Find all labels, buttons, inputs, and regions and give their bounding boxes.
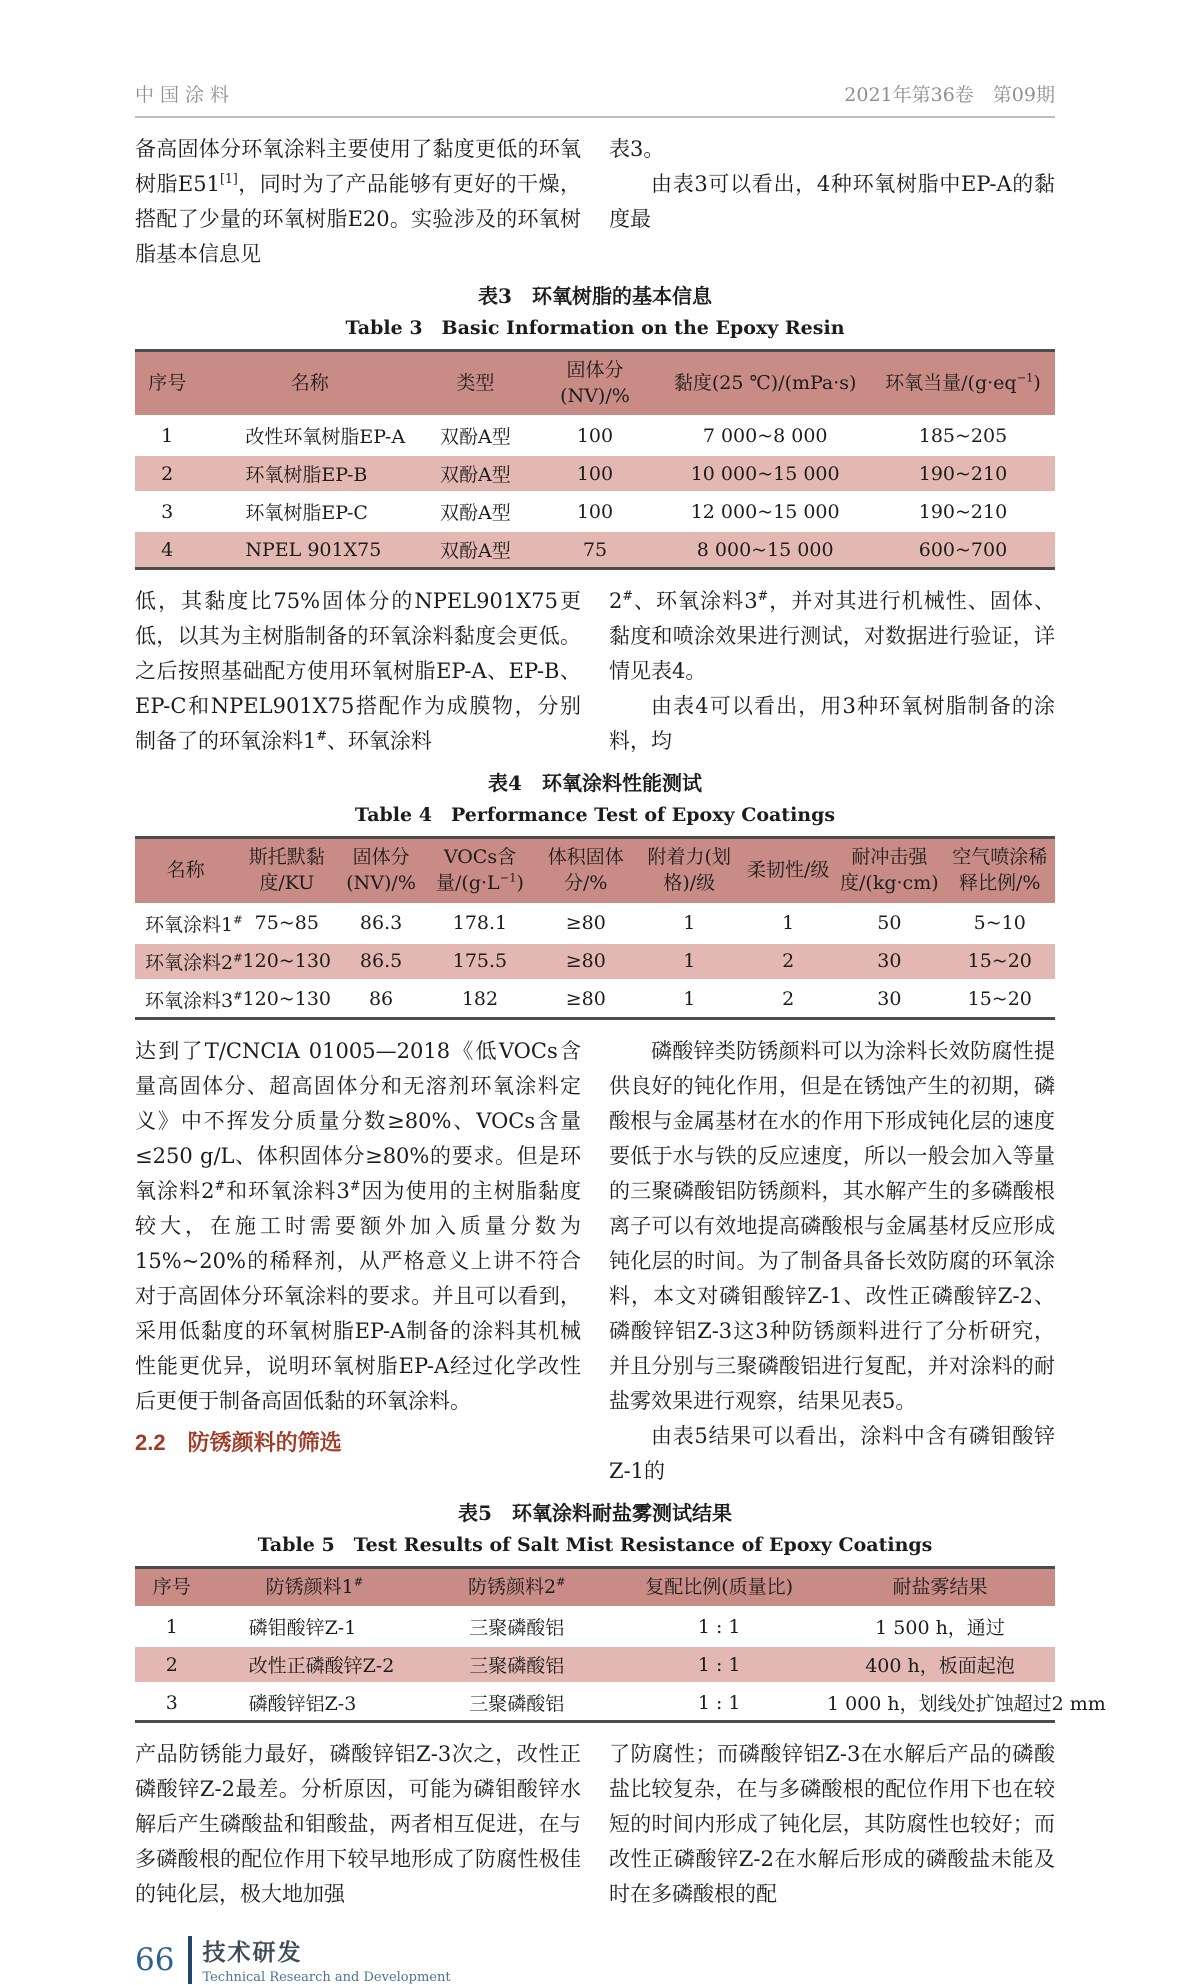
table-row xyxy=(135,1684,1055,1722)
table-cell: 三聚磷酸铝 xyxy=(420,1646,613,1684)
table-cell: 双酚A型 xyxy=(420,455,530,493)
superscript: # xyxy=(316,728,327,744)
column-header: 体积固体分/% xyxy=(535,838,636,904)
table-cell: 双酚A型 xyxy=(420,531,530,569)
column-header: 环氧当量$/(g\cdot eq^{-1})$ xyxy=(871,351,1055,417)
table-cell: 75~85 xyxy=(236,904,337,942)
column-header: 附着力(划格)/级 xyxy=(636,838,742,904)
paragraph: 2#、环氧涂料3#，并对其进行机械性、固体、黏度和喷涂效果进行测试，对数据进行验证，详情见表4。 xyxy=(609,588,1055,684)
table-cell: 1 000 h，划线处扩蚀超过2 mm xyxy=(826,1693,1106,1716)
table-cell: 30 xyxy=(877,988,902,1011)
right-column xyxy=(609,1737,1055,1912)
table5-title-en: Table 5 Test Results of Salt Mist Resistance of Epoxy Coatings xyxy=(257,1533,933,1556)
table-cell: 5~10 xyxy=(945,904,1055,942)
table-cell: 120~130 xyxy=(242,988,331,1011)
table-cell: 178.1 xyxy=(425,904,535,942)
table-cell: 1 xyxy=(135,417,199,455)
table-cell: 15~20 xyxy=(967,988,1032,1011)
column-header: 斯托默黏度/KU xyxy=(236,838,337,904)
column-header: 名称 xyxy=(135,838,236,904)
table-row xyxy=(135,942,1055,980)
table-cell: 100 xyxy=(531,493,660,531)
table-cell: 磷钼酸锌Z-1 xyxy=(209,1608,421,1646)
table-cell: 50 xyxy=(834,904,944,942)
table-cell: ≥80 xyxy=(535,942,636,980)
column-header: 序号 xyxy=(135,1567,209,1608)
table-row xyxy=(135,493,1055,531)
table-cell: 2 xyxy=(135,455,199,493)
superscript: # xyxy=(353,1574,364,1589)
table-cell: 185~205 xyxy=(871,417,1055,455)
table-cell: 双酚A型 xyxy=(420,417,530,455)
section-heading-2-2: 2.2 防锈颜料的筛选 xyxy=(135,1429,342,1455)
table-cell: 2 xyxy=(782,988,795,1011)
right-column xyxy=(609,132,1055,272)
column-header: 耐冲击强度/(kg·cm) xyxy=(834,838,944,904)
table-cell: 1 500 h，通过 xyxy=(825,1608,1055,1646)
paragraph: 磷酸锌类防锈颜料可以为涂料长效防腐性提供良好的钝化作用，但是在锈蚀产生的初期，磷酸根与金属基材在水的作用下形成钝化层的速度要低于水与铁的反应速度，所以一般会加入等量的三聚磷酸铝防锈颜料，其水解产生的多磷酸根离子可以有效地提高磷酸根与金属基材反应形成钝化层的时间。为了制备具备长效防腐的环氧涂料，本文对磷钼酸锌Z-1、改性正磷酸锌Z-2、磷酸锌铝Z-3这3种防锈颜料进行了分析研究，并且分别与三聚磷酸铝进行复配，并对涂料的耐盐雾效果进行观察，结果见表5。 xyxy=(609,1038,1055,1413)
page-footer xyxy=(135,1934,1055,1985)
table4-title-cn: 表4 环氧涂料性能测试 xyxy=(488,771,702,796)
coating-performance-table xyxy=(135,836,1055,1019)
issue-info: 2021年第36卷 第09期 xyxy=(844,84,1055,106)
table-cell: 2 xyxy=(135,1646,209,1684)
journal-name: 中国涂料 xyxy=(135,84,236,106)
paragraph: 由表5结果可以看出，涂料中含有磷钼酸锌Z-1的 xyxy=(609,1423,1055,1483)
table-row xyxy=(135,980,1055,1018)
table-header-row xyxy=(135,351,1055,417)
epoxy-resin-info-table xyxy=(135,349,1055,570)
column-header: 名称 xyxy=(199,351,420,417)
table-cell: 86.5 xyxy=(337,942,424,980)
table-row xyxy=(135,904,1055,942)
table-row xyxy=(135,531,1055,569)
table-cell: 环氧涂料2# xyxy=(135,942,236,980)
table-header-row xyxy=(135,838,1055,904)
table-cell: ≥80 xyxy=(535,904,636,942)
column-header: 空气喷涂稀释比例/% xyxy=(945,838,1055,904)
table-cell: ≥80 xyxy=(565,988,606,1011)
table5-title-cn: 表5 环氧涂料耐盐雾测试结果 xyxy=(458,1500,732,1525)
left-column xyxy=(135,1034,581,1489)
table-cell: 三聚磷酸铝 xyxy=(420,1608,613,1646)
footer-section-cn: 技术研发 xyxy=(202,1939,303,1966)
superscript: # xyxy=(757,588,769,604)
paragraph: 低，其黏度比75%固体分的NPEL901X75更低，以其为主树脂制备的环氧涂料黏度会更低。之后按照基础配方使用环氧树脂EP-A、EP-B、EP-C和NPEL901X75搭配作为成膜物，分别制备了的环氧涂料1#、环氧涂料 xyxy=(135,589,581,754)
table-cell: 7 000~8 000 xyxy=(659,417,871,455)
table-cell: 12 000~15 000 xyxy=(659,493,871,531)
column-header: 防锈颜料1# xyxy=(209,1567,421,1608)
column-header: 耐盐雾结果 xyxy=(825,1567,1055,1608)
superscript: # xyxy=(556,1574,566,1589)
table-cell: 100 xyxy=(531,417,660,455)
table-cell: 175.5 xyxy=(425,942,535,980)
superscript: [1] xyxy=(219,171,238,186)
column-header: 复配比例(质量比) xyxy=(613,1567,825,1608)
table-header-row xyxy=(135,1567,1055,1608)
table-cell: 改性正磷酸锌Z-2 xyxy=(209,1646,421,1684)
table-cell: 改性环氧树脂EP-A xyxy=(199,417,420,455)
page-number: 66 xyxy=(135,1941,175,1978)
table-cell: 86 xyxy=(368,988,394,1011)
superscript: # xyxy=(349,1177,361,1193)
table3-title-cn: 表3 环氧树脂的基本信息 xyxy=(478,284,712,308)
table-cell: 10 000~15 000 xyxy=(659,455,871,493)
table-cell: 182 xyxy=(461,988,499,1011)
superscript: # xyxy=(622,588,633,604)
table-cell: 1 xyxy=(636,904,742,942)
table-cell: 190~210 xyxy=(871,455,1055,493)
paragraph: 由表4可以看出，用3种环氧树脂制备的涂料，均 xyxy=(609,694,1055,754)
paragraph: 达到了T/CNCIA 01005—2018《低VOCs含量高固体分、超高固体分和无溶剂环氧涂料定义》中不挥发分质量分数≥80%、VOCs含量≤250 g/L、体积固体分≥80%的要求。但是环氧涂料2#和环氧涂料3#因为使用的主树脂黏度较大，在施工时需要额外加入质量分数为15%~20%的稀释剂，从严格意义上讲不符合对于高固体分环氧涂料的要求。并且可以看到，采用低黏度的环氧树脂EP-A制备的涂料其机械性能更优异，说明环氧树脂EP-A经过化学改性后更便于制备高固低黏的环氧涂料。 xyxy=(135,1038,581,1413)
table-cell: 1 xyxy=(683,988,696,1011)
table-cell: 8 000~15 000 xyxy=(659,531,871,569)
text-block-bottom xyxy=(135,1737,1055,1912)
column-header: 固体分(NV)/% xyxy=(531,351,660,417)
column-header: 防锈颜料2# xyxy=(420,1567,613,1608)
table-cell: 75 xyxy=(531,531,660,569)
table-cell: 1 xyxy=(636,942,742,980)
table-cell: 双酚A型 xyxy=(420,493,530,531)
footer-section xyxy=(202,1934,450,1985)
text-block-mid xyxy=(135,584,1055,759)
text-block-section xyxy=(135,1034,1055,1489)
superscript: −1 xyxy=(499,870,517,885)
footer-section-en: Technical Research and Development xyxy=(202,1970,451,1985)
column-header: 固体分(NV)/% xyxy=(337,838,424,904)
table-cell: 1 xyxy=(742,904,834,942)
salt-mist-results-table xyxy=(135,1566,1106,1724)
column-header: 黏度(25 ℃)/(mPa·s) xyxy=(659,351,871,417)
superscript: # xyxy=(214,1177,226,1193)
table-cell: 400 h，板面起泡 xyxy=(825,1646,1055,1684)
left-column xyxy=(135,132,581,272)
table-cell: 磷酸锌铝Z-3 xyxy=(248,1693,357,1716)
table-cell: 1 : 1 xyxy=(613,1608,825,1646)
table-cell: 86.3 xyxy=(337,904,424,942)
table-cell: 环氧树脂EP-C xyxy=(199,493,420,531)
table-cell: 100 xyxy=(531,455,660,493)
table-cell: 120~130 xyxy=(236,942,337,980)
table-cell: 1 xyxy=(135,1608,209,1646)
text-block-top xyxy=(135,132,1055,272)
table-cell: 环氧涂料3# xyxy=(145,988,243,1012)
table5-block xyxy=(135,1497,1106,1724)
left-column xyxy=(135,1737,581,1912)
column-header: 序号 xyxy=(135,351,199,417)
table4-block xyxy=(135,767,1055,1019)
column-header: VOCs含量$/(g\cdot L^{-1})$ xyxy=(425,838,535,904)
table3-title-en: Table 3 Basic Information on the Epoxy Resin xyxy=(345,317,845,339)
table-cell: 1 : 1 xyxy=(613,1646,825,1684)
table-cell: 1 : 1 xyxy=(697,1691,741,1714)
table-row xyxy=(135,417,1055,455)
table-cell: 环氧涂料1# xyxy=(135,904,236,942)
column-header: 柔韧性/级 xyxy=(742,838,834,904)
table-cell: NPEL 901X75 xyxy=(199,531,420,569)
paragraph: 由表3可以看出，4种环氧树脂中EP-A的黏度最 xyxy=(609,172,1055,231)
superscript: # xyxy=(233,912,243,927)
paragraph: 产品防锈能力最好，磷酸锌铝Z-3次之，改性正磷酸锌Z-2最差。分析原因，可能为磷钼酸锌水解后产生磷酸盐和钼酸盐，两者相互促进，在与多磷酸根的配位作用下较早地形成了防腐性极佳的钝化层，极大地加强 xyxy=(135,1742,581,1907)
table-cell: 3 xyxy=(165,1691,178,1714)
table-row xyxy=(135,1646,1055,1684)
superscript: # xyxy=(233,988,243,1003)
right-column xyxy=(609,1034,1055,1489)
table-row xyxy=(135,1608,1055,1646)
table-cell: 环氧树脂EP-B xyxy=(199,455,420,493)
table-cell: 4 xyxy=(135,531,199,569)
table-row xyxy=(135,455,1055,493)
table-cell: 15~20 xyxy=(945,942,1055,980)
table-cell: 2 xyxy=(742,942,834,980)
table-cell: 30 xyxy=(834,942,944,980)
table-cell: 三聚磷酸铝 xyxy=(469,1693,565,1716)
right-column xyxy=(609,584,1055,759)
paragraph: 了防腐性；而磷酸锌铝Z-3在水解后产品的磷酸盐比较复杂，在与多磷酸根的配位作用下也在较短的时间内形成了钝化层，其防腐性也较好；而改性正磷酸锌Z-2在水解后形成的磷酸盐未能及时在多磷酸根的配 xyxy=(609,1742,1055,1907)
left-column xyxy=(135,584,581,759)
table-cell: 3 xyxy=(135,493,199,531)
paragraph: 表3。 xyxy=(609,137,665,161)
table3-block xyxy=(135,280,1055,570)
footer-divider-bar xyxy=(188,1936,192,1984)
paragraph: 备高固体分环氧涂料主要使用了黏度更低的环氧树脂E51[1]，同时为了产品能够有更好的干燥，搭配了少量的环氧树脂E20。实验涉及的环氧树脂基本信息见 xyxy=(135,137,581,266)
superscript: # xyxy=(233,950,243,965)
superscript: −1 xyxy=(1016,370,1034,385)
table4-title-en: Table 4 Performance Test of Epoxy Coatings xyxy=(354,804,836,827)
table-cell: 190~210 xyxy=(871,493,1055,531)
column-header: 类型 xyxy=(420,351,530,417)
running-head xyxy=(135,80,1055,118)
table-cell: 600~700 xyxy=(871,531,1055,569)
